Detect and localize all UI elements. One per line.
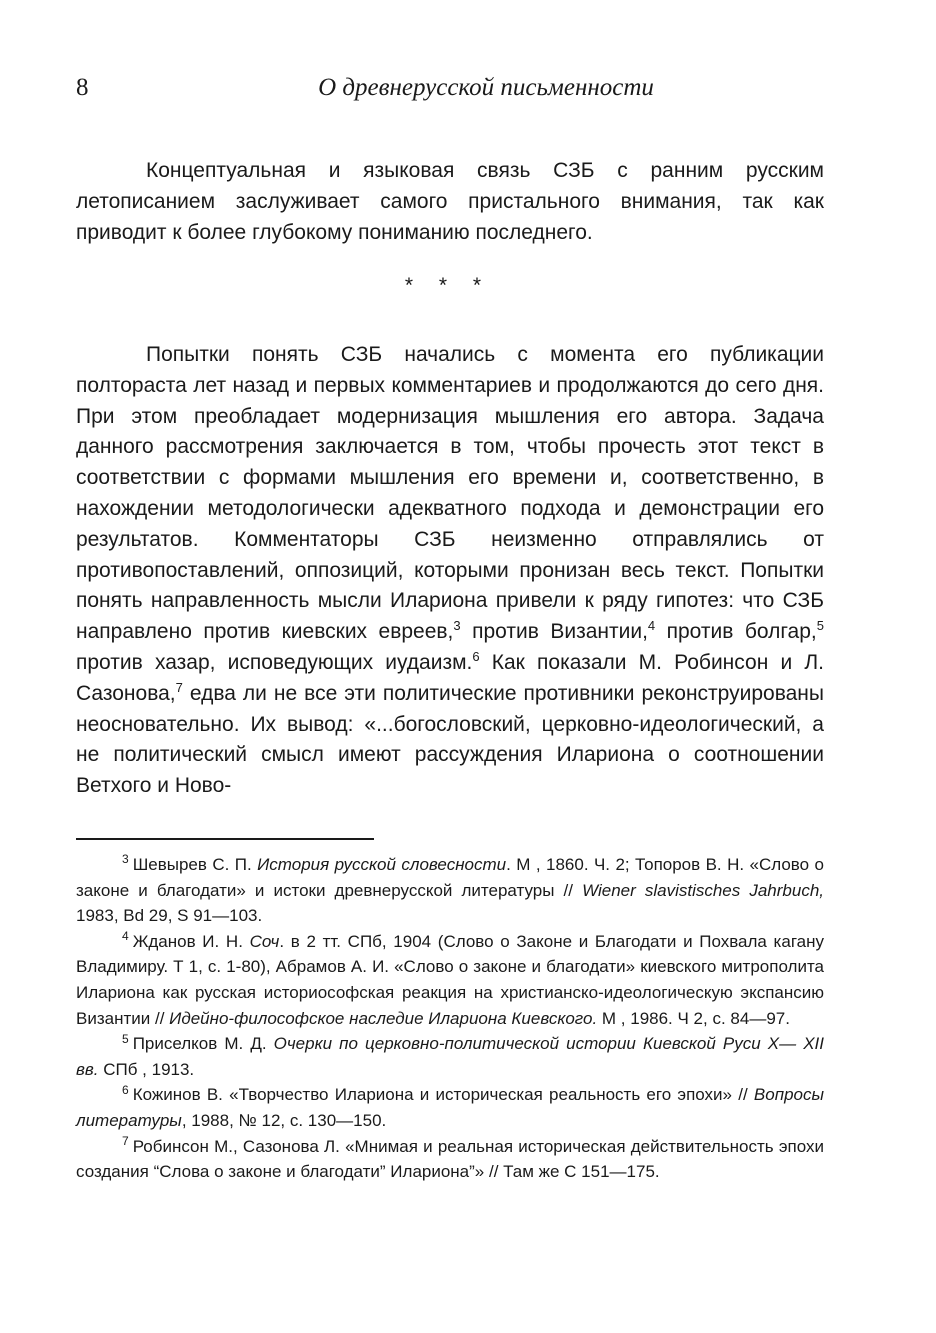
footnote-number: 5 bbox=[122, 1031, 129, 1046]
footnote-3 bbox=[76, 852, 824, 929]
footnote-number: 6 bbox=[122, 1082, 129, 1097]
page-header bbox=[76, 74, 826, 108]
footnote-title: Соч bbox=[249, 931, 280, 951]
footnote-number: 7 bbox=[122, 1133, 129, 1148]
page-number: 8 bbox=[76, 74, 89, 101]
paragraph-2-part-2: против Византии, bbox=[460, 620, 648, 644]
footnotes bbox=[76, 852, 824, 1185]
footnote-title: Wiener slavistisches Jahrbuch, bbox=[582, 880, 824, 900]
footnote-text: Робинсон М., Сазонова Л. «Мнимая и реальная историческая действительность эпохи создания “Слова о законе и благодати” Илариона”» // Там же С 151—175. bbox=[76, 1136, 824, 1182]
paragraph-2-part-4: против хазар, исповедующих иудаизм. bbox=[76, 650, 473, 674]
footnote-title: Вопросы литературы bbox=[76, 1085, 824, 1130]
footnote-text: . М , 1860. Ч. 2; Топоров В. Н. «Слово о законе и благодати» и истоки древнерусской литературы // bbox=[76, 855, 824, 900]
paragraph-2-part-1: Попытки понять СЗБ начались с момента его публикации полтораста лет назад и первых комментариев и продолжаются до сего дня. При этом преобладает модернизация мышления его автора. Задача данного рассмотрения заключается в том, чтобы прочесть этот текст в соответствии с формами мышления его времени и, соответственно, в нахождении методологически адекватного подхода и демонстрации его результатов. Комментаторы СЗБ неизменно отправлялись от противопоставлений, оппозиций, которыми пронизан весь текст. Попытки понять направленность мысли Илариона привели к ряду гипотез: что СЗБ направлено против киевских евреев, bbox=[76, 343, 824, 644]
footnote-ref-4: 4 bbox=[647, 618, 656, 634]
section-separator: * * * bbox=[404, 274, 492, 297]
footnote-text: . в 2 тт. СПб, 1904 (Слово о Законе и Благодати и Похвала кагану Владимиру. Т 1, с. 1-80), Абрамов А. И. «Слово о законе и благодати» киевского митрополита Илариона как русская историософская реакция на христианско-идеологическую экспансию Византии // bbox=[76, 931, 824, 1028]
footnote-ref-6: 6 bbox=[472, 648, 480, 664]
footnote-title: История русской словесности bbox=[257, 855, 507, 874]
footnote-text: Приселков М. Д. bbox=[132, 1034, 274, 1054]
paragraph-1-text: Концептуальная и языковая связь СЗБ с ранним русским летописанием заслуживает самого пристального внимания, так как приводит к более глубокому пониманию последнего. bbox=[76, 159, 824, 244]
paragraph-2-part-6: едва ли не все эти политические противники реконструированы неосновательно. Их вывод: «...богословский, церковно-идеологический, а не политический смысл имеют рассуждения Илариона о соотношении Ветхого и Ново- bbox=[76, 681, 824, 798]
footnote-number: 3 bbox=[122, 852, 129, 867]
footnote-text: , 1988, № 12, с. 130—150. bbox=[181, 1110, 387, 1130]
paragraph-2-text bbox=[76, 340, 824, 802]
footnote-text: Жданов И. Н. bbox=[132, 931, 250, 951]
paragraph-2-part-3: против болгар, bbox=[655, 620, 817, 644]
footnote-4 bbox=[76, 929, 824, 1031]
footnote-title: Очерки по церковно-политической истории Киевской Руси X— XII вв. bbox=[76, 1034, 824, 1079]
footnote-number: 4 bbox=[122, 929, 129, 944]
footnote-divider bbox=[76, 838, 374, 840]
footnote-text: СПб , 1913. bbox=[98, 1059, 195, 1079]
paragraph-2-part-5: Как показали М. Робинсон и Л. Сазонова, bbox=[76, 650, 824, 705]
footnote-ref-3: 3 bbox=[453, 618, 461, 634]
paragraph-2 bbox=[76, 340, 824, 802]
paragraph-1 bbox=[76, 156, 824, 248]
footnote-7 bbox=[76, 1134, 824, 1185]
footnote-5 bbox=[76, 1031, 824, 1082]
footnote-ref-7: 7 bbox=[175, 679, 183, 695]
footnote-text: 1983, Bd 29, S 91—103. bbox=[76, 906, 263, 926]
running-title: О древнерусской письменности bbox=[318, 74, 654, 101]
footnote-6 bbox=[76, 1082, 824, 1133]
footnote-title: Идейно-философское наследие Илариона Киевского. bbox=[169, 1008, 598, 1028]
footnote-text: Кожинов В. «Творчество Илариона и историческая реальность его эпохи» // bbox=[132, 1085, 754, 1105]
footnote-text: М , 1986. Ч 2, с. 84—97. bbox=[597, 1008, 790, 1028]
footnote-text: Шевырев С. П. bbox=[132, 855, 258, 874]
footnote-ref-5: 5 bbox=[816, 618, 824, 634]
